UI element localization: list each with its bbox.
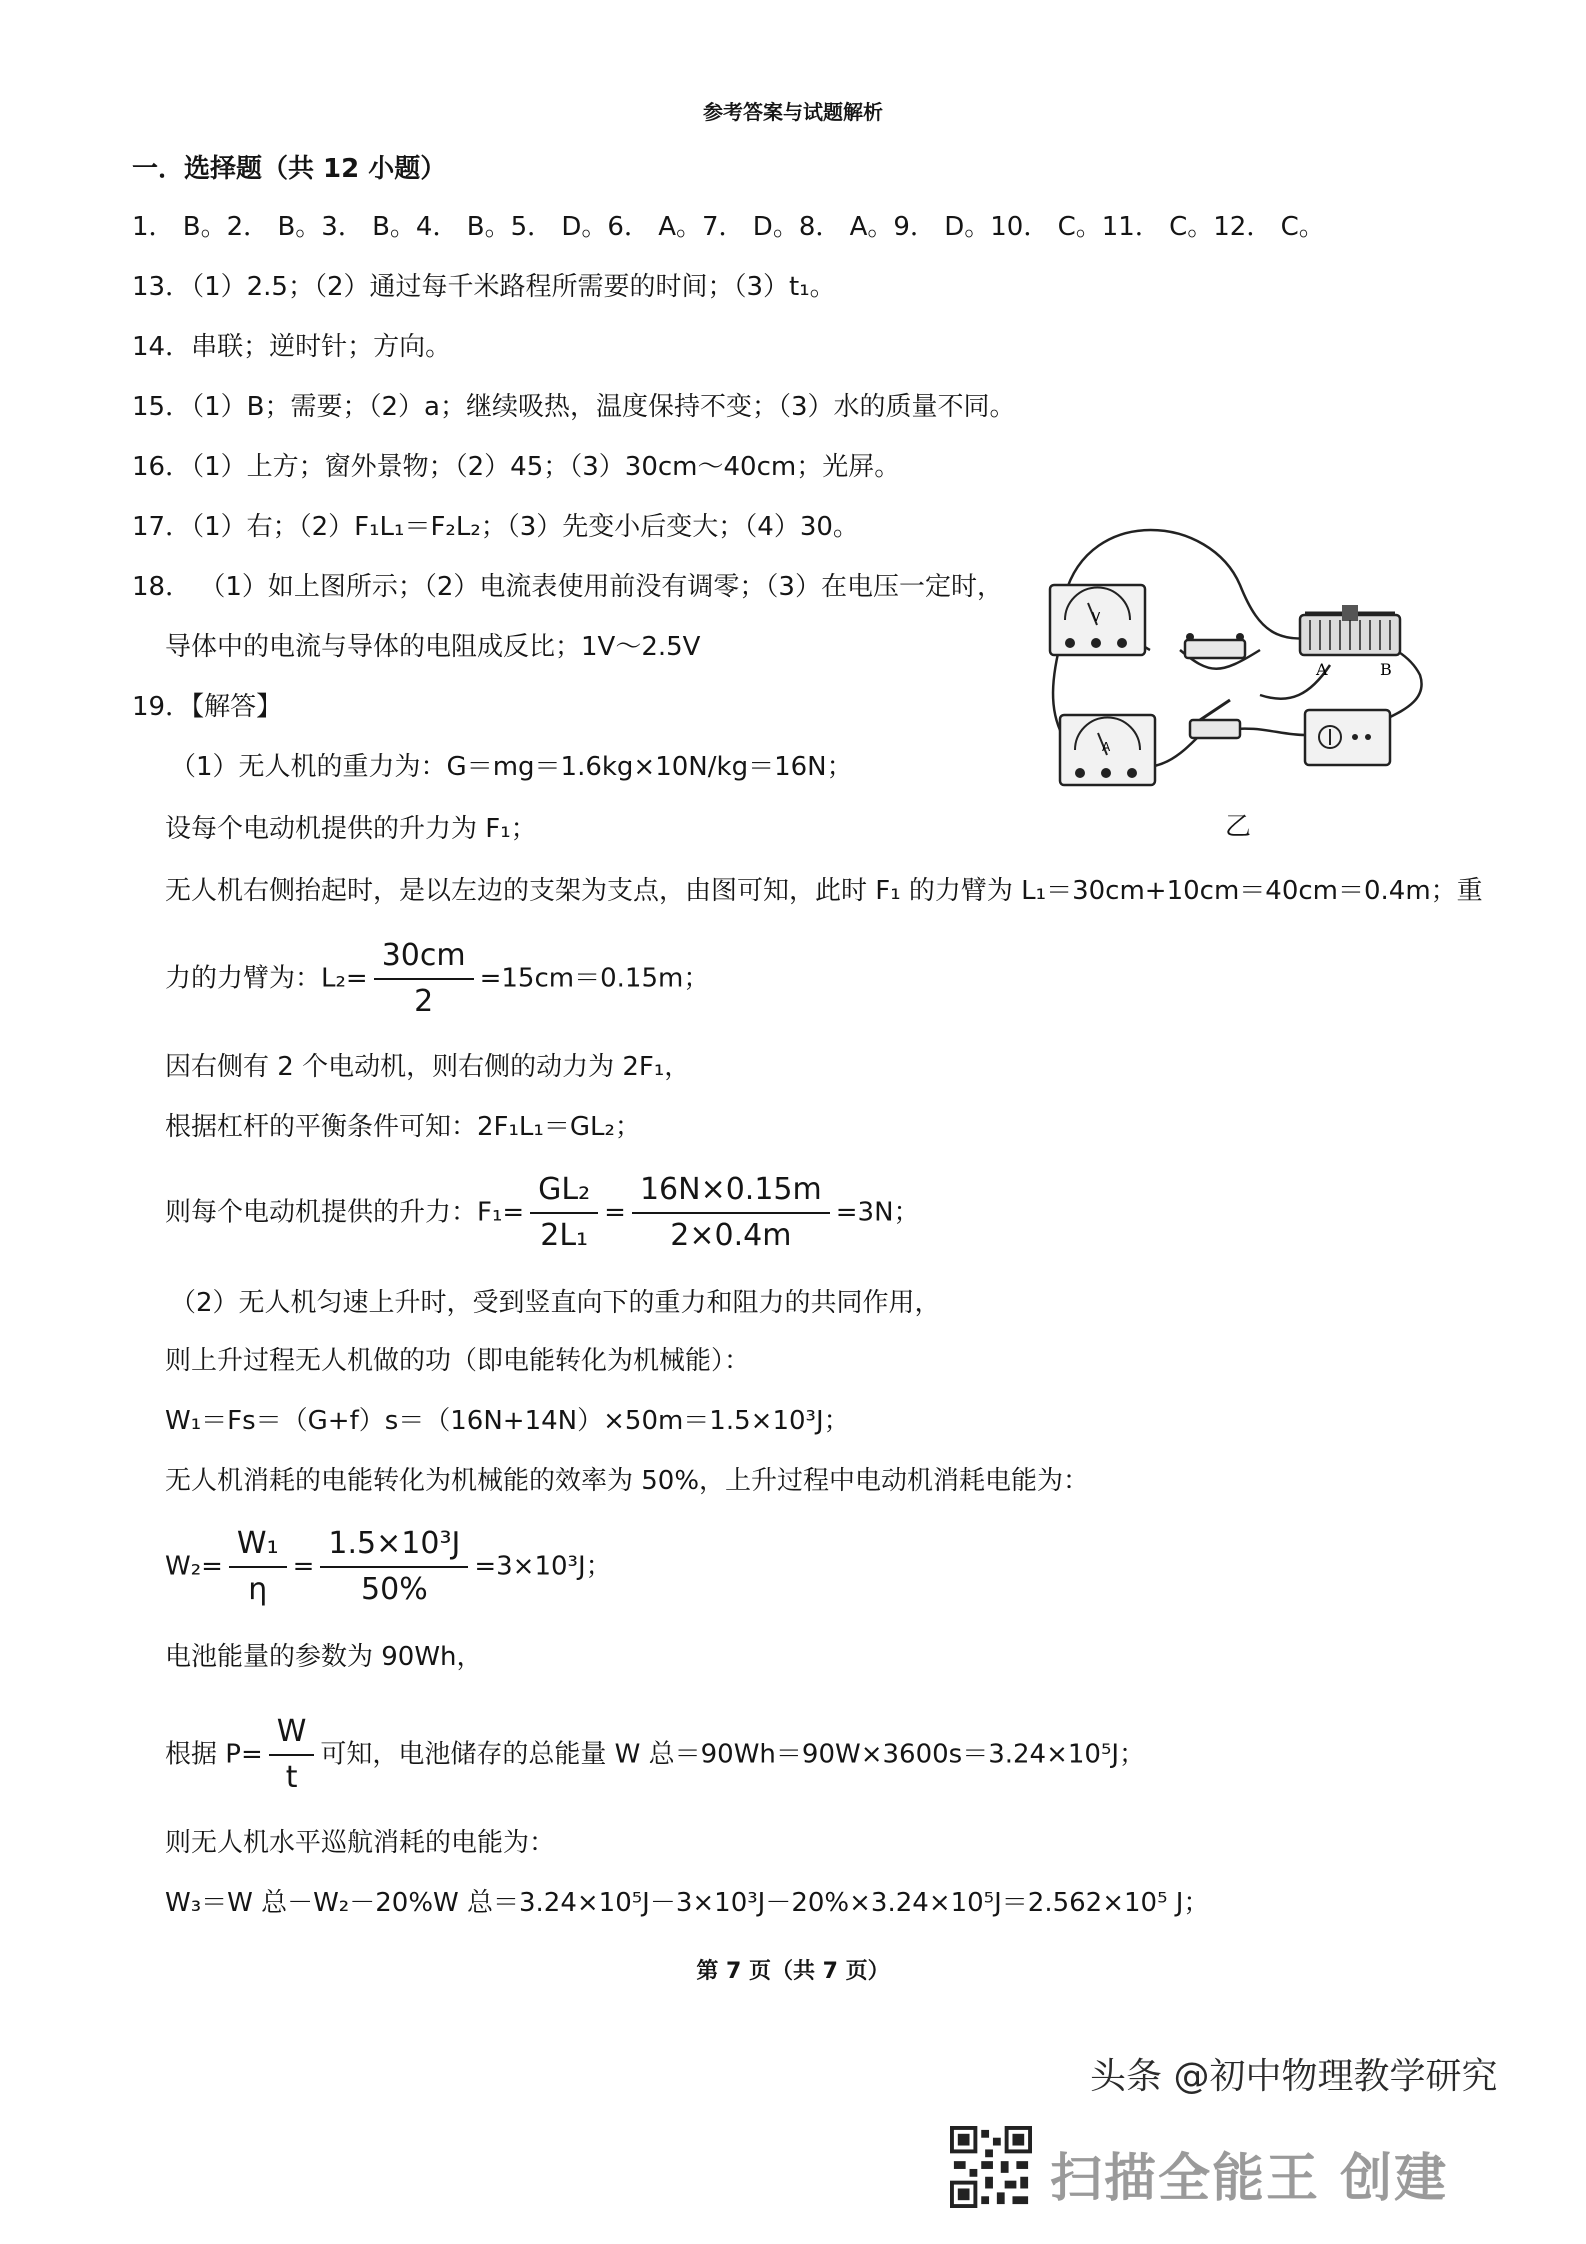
author-watermark: 头条 @初中物理教学研究 — [1090, 2056, 1498, 2097]
solution-line-14 — [165, 1712, 1145, 1798]
fraction-w1-over-eta — [229, 1524, 287, 1610]
energy-w2-prefix: W₂= — [165, 1551, 223, 1582]
voltmeter-icon — [1050, 585, 1145, 655]
solution-line-10: W₁＝Fs＝（G+f）s＝（16N+14N）×50m＝1.5×10³J； — [165, 1406, 850, 1436]
fraction-denominator: t — [285, 1760, 298, 1795]
total-energy-result: 可知，电池储存的总能量 W 总＝90Wh＝90W×3600s＝3.24×10⁵J； — [320, 1739, 1146, 1770]
equals-sign: = — [292, 1551, 315, 1582]
fraction-numerator: W — [269, 1712, 315, 1756]
fraction-numerator: GL₂ — [530, 1170, 598, 1214]
answer-18-line2: 导体中的电流与导体的电阻成反比；1V～2.5V — [165, 632, 701, 662]
solution-line-15: 则无人机水平巡航消耗的电能为： — [165, 1828, 556, 1858]
fraction-denominator: 2L₁ — [540, 1218, 589, 1253]
energy-w2-result: =3×10³J； — [474, 1551, 612, 1582]
circuit-diagram — [1030, 525, 1430, 835]
solution-line-16: W₃＝W 总－W₂－20%W 总＝3.24×10⁵J－3×10³J－20%×3.24×10⁵J＝2.562×10⁵ J； — [165, 1888, 1210, 1918]
solution-line-8: （2）无人机匀速上升时，受到竖直向下的重力和阻力的共同作用， — [170, 1288, 941, 1318]
rheostat-terminal-a: A — [1316, 660, 1328, 679]
fraction-numeric — [320, 1524, 468, 1610]
fraction-denominator: η — [248, 1572, 268, 1607]
fraction-numerator: W₁ — [229, 1524, 287, 1568]
fraction-numerator: 16N×0.15m — [632, 1170, 830, 1214]
page-footer: 第 7 页（共 7 页） — [696, 1959, 890, 1984]
lever-arm-prefix: 力的力臂为：L₂= — [165, 963, 368, 994]
fraction-30cm-over-2 — [374, 936, 474, 1022]
ammeter-icon — [1060, 715, 1155, 785]
solution-line-2: 设每个电动机提供的升力为 F₁； — [165, 814, 537, 844]
power-formula-prefix: 根据 P= — [165, 1739, 263, 1770]
fraction-denominator: 50% — [361, 1572, 428, 1607]
fraction-numeric — [632, 1170, 830, 1256]
qr-code-icon — [950, 2126, 1032, 2208]
page-title: 参考答案与试题解析 — [703, 100, 883, 124]
lift-force-prefix: 则每个电动机提供的升力：F₁= — [165, 1197, 525, 1228]
switch-icon — [1190, 700, 1240, 738]
mc-answers: 1． B。2． B。3． B。4． B。5． D。6． A。7． D。8． A。9． D。10． C。11． C。12． C。 — [132, 212, 1325, 242]
fraction-numerator: 1.5×10³J — [320, 1524, 468, 1568]
fraction-w-over-t — [269, 1712, 315, 1798]
solution-line-3: 无人机右侧抬起时，是以左边的支架为支点，由图可知，此时 F₁ 的力臂为 L₁＝30cm+10cm＝40cm＝0.4m；重 — [165, 876, 1483, 906]
voltmeter-label: V — [1092, 610, 1101, 624]
solution-line-13: 电池能量的参数为 90Wh， — [165, 1642, 483, 1672]
lift-force-result: =3N； — [835, 1197, 920, 1228]
fraction-denominator: 2×0.4m — [670, 1218, 792, 1253]
answer-19-heading: 19．【解答】 — [132, 692, 283, 722]
rheostat-icon — [1300, 605, 1400, 679]
solution-line-6: 根据杠杆的平衡条件可知：2F₁L₁＝GL₂； — [165, 1112, 641, 1142]
solution-line-9: 则上升过程无人机做的功（即电能转化为机械能）： — [165, 1346, 751, 1376]
power-supply-icon — [1305, 710, 1390, 765]
solution-line-12 — [165, 1524, 612, 1610]
fraction-denominator: 2 — [414, 984, 434, 1019]
solution-line-5: 因右侧有 2 个电动机，则右侧的动力为 2F₁， — [165, 1052, 691, 1082]
lever-arm-result: =15cm＝0.15m； — [479, 963, 710, 994]
answer-17: 17．（1）右；（2）F₁L₁＝F₂L₂；（3）先变小后变大；（4）30。 — [132, 512, 859, 542]
figure-caption: 乙 — [1225, 812, 1252, 842]
resistor-icon — [1185, 633, 1245, 658]
solution-line-4 — [165, 936, 709, 1022]
solution-line-7 — [165, 1170, 920, 1256]
scanner-watermark: 扫描全能王 创建 — [1050, 2149, 1449, 2209]
ammeter-label: A — [1102, 740, 1111, 754]
fraction-numerator: 30cm — [374, 936, 474, 980]
answer-13: 13．（1）2.5；（2）通过每千米路程所需要的时间；（3）t₁。 — [132, 272, 836, 302]
equals-sign: = — [604, 1197, 626, 1228]
rheostat-terminal-b: B — [1380, 660, 1392, 679]
section-heading: 一．选择题（共 12 小题） — [132, 154, 447, 184]
answer-14: 14．串联；逆时针；方向。 — [132, 332, 452, 362]
solution-line-1: （1）无人机的重力为：G＝mg＝1.6kg×10N/kg＝16N； — [170, 752, 853, 782]
answer-15: 15．（1）B；需要；（2）a；继续吸热，温度保持不变；（3）水的质量不同。 — [132, 392, 1016, 422]
answer-16: 16．（1）上方；窗外景物；（2）45；（3）30cm～40cm；光屏。 — [132, 452, 901, 482]
answer-18-line1: 18． （1）如上图所示；（2）电流表使用前没有调零；（3）在电压一定时， — [132, 572, 1003, 602]
solution-line-11: 无人机消耗的电能转化为机械能的效率为 50%，上升过程中电动机消耗电能为： — [165, 1466, 1090, 1496]
fraction-gl2-over-2l1 — [530, 1170, 598, 1256]
